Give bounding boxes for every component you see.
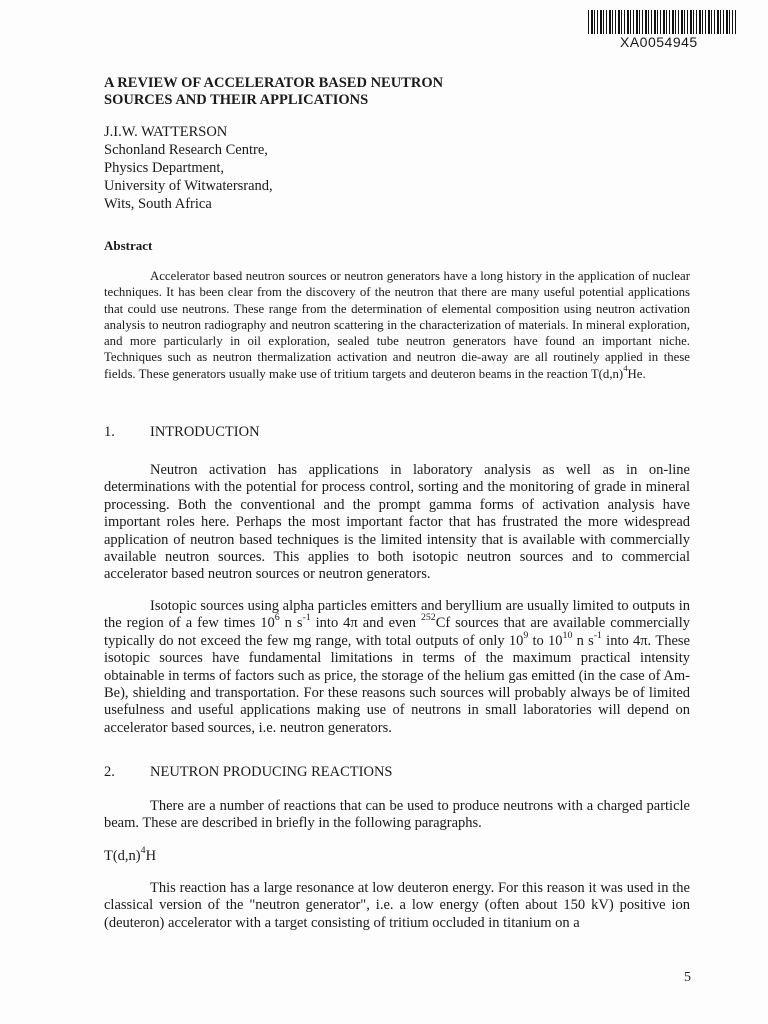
author-affiliation-3: University of Witwatersrand, xyxy=(104,178,273,194)
author-affiliation-2: Physics Department, xyxy=(104,160,225,176)
title-line-1: A REVIEW OF ACCELERATOR BASED NEUTRON xyxy=(104,75,444,91)
section-1-number: 1. xyxy=(104,424,115,440)
page-number: 5 xyxy=(684,970,691,985)
section-2-paragraph-2: This reaction has a large resonance at low deuteron energy. For this reason it was used in the classical version of the "neutron generator", i.e. a low energy (often about 150 kV) positive ion (deuteron) accelerator with a target consisting of tritium occluded in titanium on a xyxy=(104,880,690,931)
author-affiliation-4: Wits, South Africa xyxy=(104,196,212,212)
section-2-paragraph-1: There are a number of reactions that can be used to produce neutrons with a charged particle beam. These are described in briefly in the following paragraphs. xyxy=(104,798,690,832)
author-affiliation-1: Schonland Research Centre, xyxy=(104,142,268,158)
title-line-2: SOURCES AND THEIR APPLICATIONS xyxy=(104,92,369,108)
section-1-title: INTRODUCTION xyxy=(150,424,260,440)
author-name: J.I.W. WATTERSON xyxy=(104,124,228,140)
reaction-subheading: $T(d,n)^4H$ xyxy=(104,844,157,864)
paper-title xyxy=(104,75,443,109)
section-2-number: 2. xyxy=(104,764,115,780)
author-block xyxy=(104,123,273,213)
barcode xyxy=(588,10,736,34)
abstract-heading: Abstract xyxy=(104,238,153,253)
abstract-text: Accelerator based neutron sources or neutron generators have a long history in the application of nuclear techniques. It has been clear from the discovery of the neutron that there are many useful potential applications that could use neutrons. These range from the determination of elemental composition using neutron activation analysis to neutron radiography and neutron scattering in the characterization of materials. In mineral exploration, and more particularly in oil exploration, sealed tube neutron generators have found an important niche. Techniques such as neutron thermalization activation and neutron die-away are all routinely applied in these fields. These generators usually make use of tritium targets and deuteron beams in the reaction $T(d,n)^4He$. xyxy=(104,269,690,381)
section-1-paragraph-1: Neutron activation has applications in laboratory analysis as well as in on-line determinations with the potential for process control, sorting and the monitoring of grade in mineral processing. Both the conventional and the prompt gamma forms of activation analysis have important roles here. Perhaps the most important factor that has frustrated the more widespread application of neutron based techniques is the limited intensity that is available with commercially available neutron sources. This applies to both isotopic neutron sources and to commercial accelerator based neutron sources or neutron generators. xyxy=(104,462,690,583)
section-2-title: NEUTRON PRODUCING REACTIONS xyxy=(150,764,393,780)
section-2-heading xyxy=(104,764,392,781)
section-1-heading xyxy=(104,424,260,441)
report-id: XA0054945 xyxy=(620,34,698,50)
section-1-paragraph-2: Isotopic sources using alpha particles emitters and beryllium are usually limited to outputs in the region of a few times $10^6$ n $s^{-1}$ into 4π and even $^{252}$Cf sources that are available commercially typically do not exceed the few mg range, with total outputs of only $10^9$ to $10^{10}$ n $s^{-1}$ into 4π. These isotopic sources have fundamental limitations in terms of the maximum practical intensity obtainable in terms of factors such as price, the storage of the helium gas emitted (in the case of Am-Be), shielding and transportation. For these reasons such sources will probably always be of limited usefulness and useful applications making use of neutrons in small laboratories will depend on accelerator based sources, i.e. neutron generators. xyxy=(104,598,690,736)
